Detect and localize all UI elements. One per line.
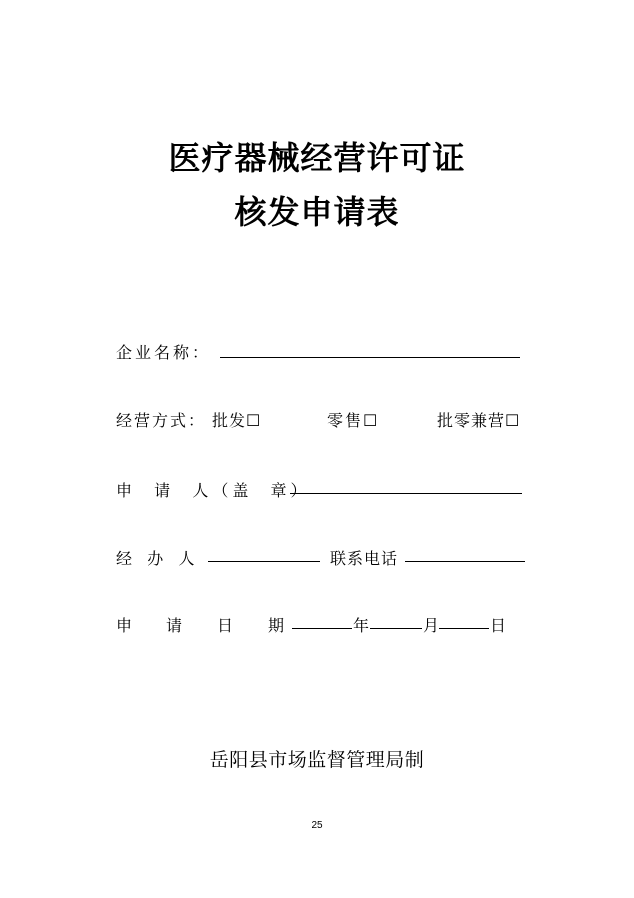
applicant-field[interactable] [290, 493, 522, 494]
handler-field[interactable] [208, 561, 320, 562]
company-name-row [0, 340, 634, 370]
month-label: 月 [423, 616, 440, 635]
company-name-label: 企业名称： [116, 343, 212, 362]
title-line-1: 医疗器械经营许可证 [168, 139, 466, 177]
date-label-char-2: 请 [166, 616, 183, 635]
handler-row [0, 546, 634, 576]
month-field[interactable] [370, 628, 422, 629]
date-label-char-4: 期 [268, 616, 285, 635]
issuer-footer: 岳阳县市场监督管理局制 [209, 749, 425, 771]
business-mode-label: 经营方式： [116, 411, 207, 430]
phone-field[interactable] [405, 561, 525, 562]
year-field[interactable] [292, 628, 352, 629]
wholesale-checkbox[interactable]: 批发☐ [212, 411, 262, 430]
year-label: 年 [353, 616, 370, 635]
date-label-char-1: 申 [116, 616, 133, 635]
applicant-row [0, 478, 634, 508]
business-mode-row [0, 408, 634, 438]
date-label-char-3: 日 [217, 616, 234, 635]
phone-label: 联系电话 [330, 549, 399, 568]
day-label: 日 [490, 616, 507, 635]
company-name-field[interactable] [220, 357, 520, 358]
date-row [0, 613, 634, 643]
wholesale-retail-checkbox[interactable]: 批零兼营☐ [437, 411, 521, 430]
day-field[interactable] [439, 628, 489, 629]
retail-checkbox[interactable]: 零售☐ [327, 411, 380, 430]
page-number: 25 [311, 820, 323, 831]
handler-label: 经 办 人 [116, 549, 195, 568]
applicant-label: 申 请 人（盖 章） [116, 481, 311, 500]
title-line-2: 核发申请表 [234, 193, 400, 231]
